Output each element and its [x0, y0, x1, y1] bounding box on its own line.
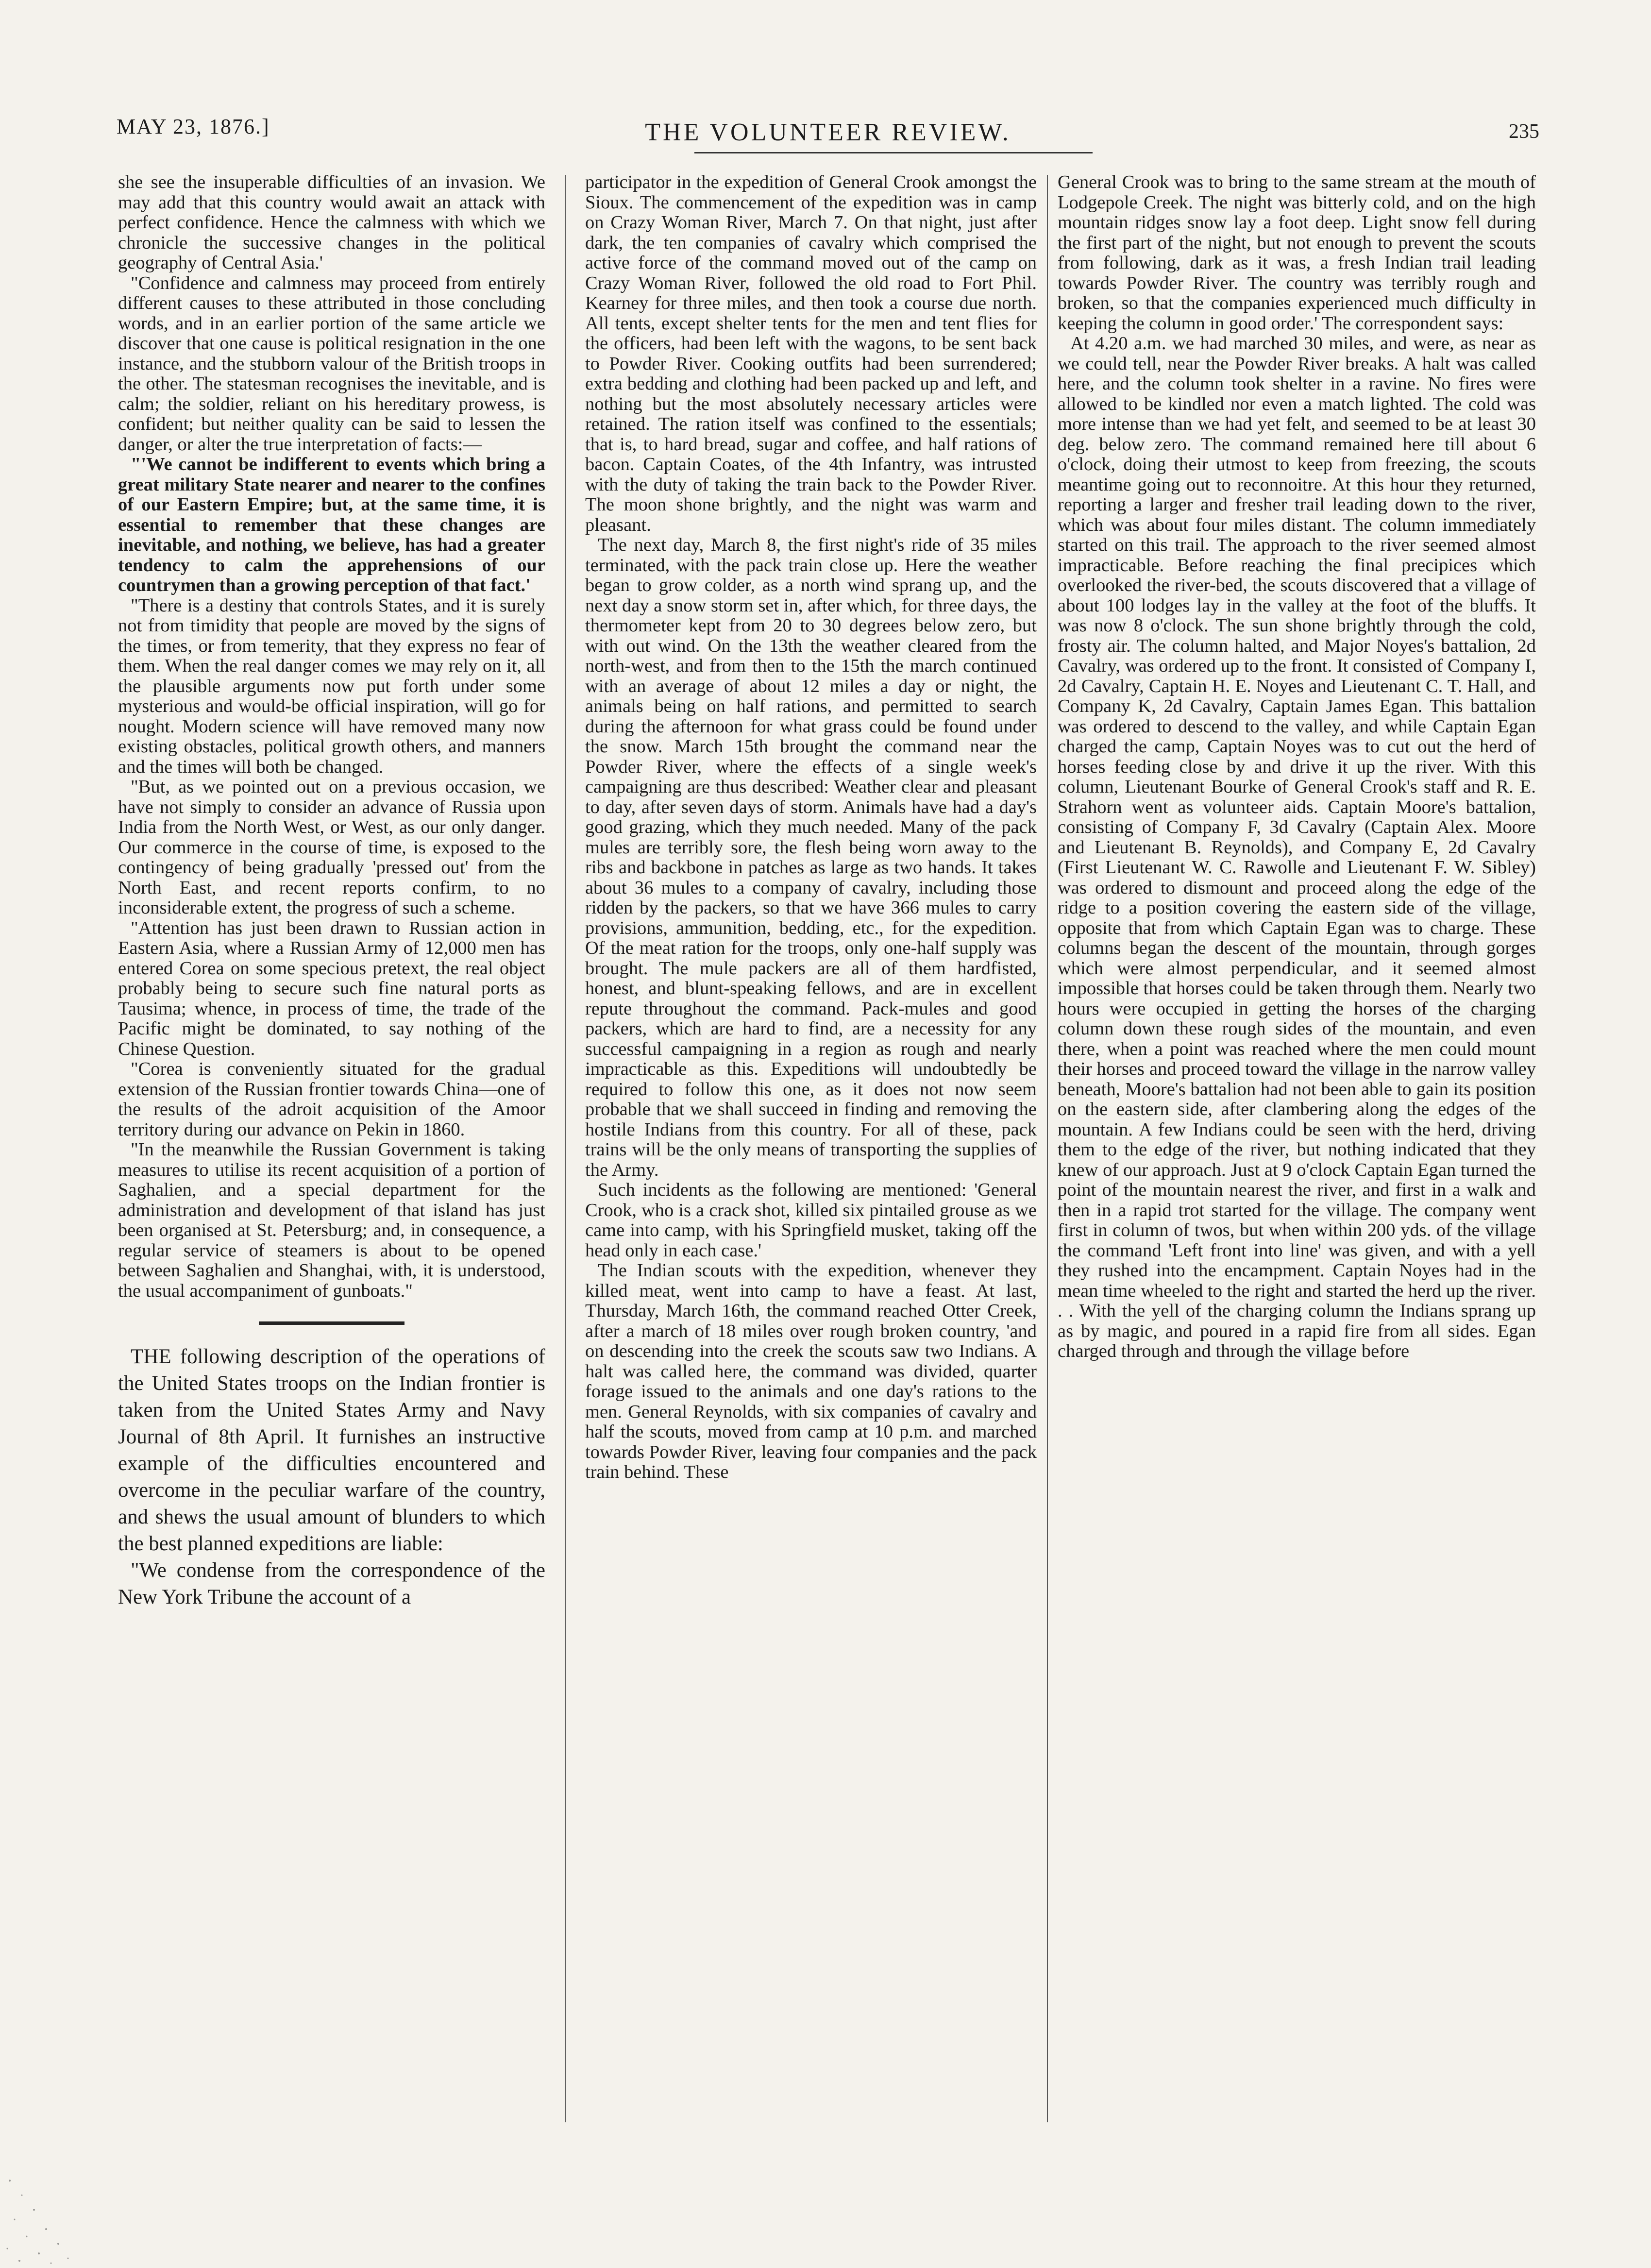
- page-number: 235: [1509, 120, 1539, 143]
- paragraph: "Corea is conveniently situated for the gradual extension of the Russian frontier towards China—one of the results of the adroit acquisition of the Amoor territory during our advance on Pekin in 1860.: [118, 1059, 545, 1140]
- paragraph: "There is a destiny that controls States, and it is surely not from timidity that people are moved by the signs of the times, or from temerity, that they express no fear of them. When the real danger comes we may rely on it, all the plausible arguments now put forth under some mysterious and would-be official inspiration, will go for nought. Modern science will have removed many now existing obstacles, political growth others, and manners and the times will both be changed.: [118, 595, 545, 777]
- article-divider: [259, 1321, 404, 1325]
- column-rule-right: [1047, 175, 1048, 2122]
- paragraph: The next day, March 8, the first night's ride of 35 miles terminated, with the pack train close up. Here the weather began to grow colder, as a north wind sprang up, and the next day a snow storm set in, after which, for three days, the thermometer kept from 20 to 30 degrees below zero, but with out wind. On the 13th the weather cleared from the north-west, and from then to the 15th the march continued with an average of about 12 miles a day or night, the animals being on half rations, and permitted to search during the afternoon for what grass could be found under the snow. March 15th brought the command near the Powder River, where the effects of a single week's campaigning are thus described: Weather clear and pleasant to day, after seven days of storm. Animals have had a day's good grazing, which they much needed. Many of the pack mules are terribly sore, the flesh being worn away to the ribs and backbone in patches as large as two hands. It takes about 36 mules to a company of cavalry, including those ridden by the packers, so that we have 366 mules to carry provisions, ammunition, bedding, etc., for the expedition. Of the meat ration for the troops, only one-half supply was brought. The mule packers are all of them hardfisted, honest, and blunt-speaking fellows, and are in excellent repute throughout the command. Pack-mules and good packers, which are hard to find, are a necessity for any successful campaigning in a region as rough and nearly impracticable as this. Expeditions will undoubtedly be required to follow this one, as it does not now seem probable that we shall succeed in finding and removing the hostile Indians from this country. For all of these, pack trains will be the only means of transporting the supplies of the Army.: [585, 535, 1037, 1180]
- paragraph: "Confidence and calmness may proceed from entirely different causes to these attributed in those concluding words, and in an earlier portion of the same article we discover that one cause is political resignation in the one instance, and the stubborn valour of the British troops in the other. The statesman recognises the inevitable, and is calm; the soldier, reliant on his hereditary prowess, is confident; but neither quality can be said to lessen the danger, or alter the true interpretation of facts:—: [118, 272, 545, 455]
- column-1: [118, 172, 545, 2125]
- paragraph: "'We cannot be indifferent to events which bring a great military State nearer and nearer to the confines of our Eastern Empire; but, at the same time, it is essential to remember that these changes are inevitable, and nothing, we believe, has had a greater tendency to calm the apprehensions of our countrymen than a growing perception of that fact.': [118, 454, 545, 595]
- issue-date: MAY 23, 1876.]: [117, 115, 270, 138]
- column-rule-left: [565, 175, 566, 2122]
- paragraph: General Crook was to bring to the same stream at the mouth of Lodgepole Creek. The night was bitterly cold, and on the high mountain ridges snow lay a foot deep. Light snow fell during the first part of the night, but not enough to prevent the scouts from following, dark as it was, a fresh Indian trail leading towards Powder River. The country was terribly rough and broken, so that the companies experienced much difficulty in keeping the column in good order.' The correspondent says:: [1058, 172, 1536, 334]
- paragraph: "But, as we pointed out on a previous occasion, we have not simply to consider an advance of Russia upon India from the North West, or West, as our only danger. Our commerce in the course of time, is exposed to the contingency of being gradually 'pressed out' from the North East, and recent reports confirm, to no inconsiderable extent, the progress of such a scheme.: [118, 777, 545, 918]
- paragraph: The Indian scouts with the expedition, whenever they killed meat, went into camp to have a feast. At last, Thursday, March 16th, the command reached Otter Creek, after a march of 18 miles over rough broken country, 'and on descending into the creek the scouts saw two Indians. A halt was called here, the command was divided, quarter forage issued to the animals and one day's rations to the men. General Reynolds, with six companies of cavalry and half the scouts, moved from camp at 10 p.m. and marched towards Powder River, leaving four companies and the pack train behind. These: [585, 1260, 1037, 1482]
- paragraph: Such incidents as the following are mentioned: 'General Crook, who is a crack shot, killed six pintailed grouse as we came into camp, with his Springfield musket, taking off the head only in each case.': [585, 1180, 1037, 1261]
- paragraph: "Attention has just been drawn to Russian action in Eastern Asia, where a Russian Army of 12,000 men has entered Corea on some specious pretext, the real object probably being to secure such fine natural ports as Tausima; whence, in process of time, the trade of the Pacific might be dominated, to say nothing of the Chinese Question.: [118, 917, 545, 1059]
- paragraph: "We condense from the correspondence of the New York Tribune the account of a: [118, 1559, 545, 1608]
- column-2: [585, 172, 1037, 2125]
- column-3: [1058, 172, 1536, 2125]
- page-header: [117, 114, 1539, 158]
- paragraph: At 4.20 a.m. we had marched 30 miles, and were, as near as we could tell, near the Powder River breaks. A halt was called here, and the column took shelter in a ravine. No fires were allowed to be kindled nor even a match lighted. The cold was more intense than we had yet felt, and seemed to be at least 30 deg. below zero. The command remained here till about 6 o'clock, doing their utmost to keep from freezing, the scouts meantime going out to reconnoitre. At this hour they returned, reporting a larger and fresher trail leading down to the river, which was about four miles distant. The column immediately started on this trail. The approach to the river seemed almost impracticable. Before reaching the final precipices which overlooked the river-bed, the scouts discovered that a village of about 100 lodges lay in the valley at the foot of the bluffs. It was now 8 o'clock. The sun shone brightly through the cold, frosty air. The column halted, and Major Noyes's battalion, 2d Cavalry, was ordered up to the front. It consisted of Company I, 2d Cavalry, Captain H. E. Noyes and Lieutenant C. T. Hall, and Company K, 2d Cavalry, Captain James Egan. This battalion was ordered to descend to the valley, and while Captain Egan charged the camp, Captain Noyes was to cut out the herd of horses feeding close by and drive it up the river. With this column, Lieutenant Bourke of General Crook's staff and R. E. Strahorn went as volunteer aids. Captain Moore's battalion, consisting of Company F, 3d Cavalry (Captain Alex. Moore and Lieutenant B. Reynolds), and Company E, 2d Cavalry (First Lieutenant W. C. Rawolle and Lieutenant F. W. Sibley) was ordered to dismount and proceed along the edge of the ridge to a position covering the eastern side of the village, opposite that from which Captain Egan was to charge. These columns began the descent of the mountain, through gorges which were almost perpendicular, and it seemed almost impossible that horses could be taken through them. Nearly two hours were occupied in getting the horses of the charging column down these rough sides of the mountain, and even there, when a point was reached where the men could mount their horses and proceed toward the village in the narrow valley beneath, Moore's battalion had not been able to gain its position on the eastern side, after clambering along the edges of the mountain. A few Indians could be seen with the herd, driving them to the edge of the river, but nothing indicated that they knew of our approach. Just at 9 o'clock Captain Egan turned the point of the mountain nearest the river, and first in a walk and then in a rapid trot started for the village. The company went first in column of twos, but when within 200 yds. of the village the command 'Left front into line' was given, and with a yell they rushed into the encampment. Captain Noyes had in the mean time wheeled to the right and started the herd up the river. . . With the yell of the charging column the Indians sprang up as by magic, and poured in a rapid fire from all sides. Egan charged through and through the village before: [1058, 333, 1536, 1361]
- publication-title: THE VOLUNTEER REVIEW.: [645, 118, 1011, 146]
- paragraph: she see the insuperable difficulties of an invasion. We may add that this country would await an attack with perfect confidence. Hence the calmness with which we chronicle the successive changes in the political geography of Central Asia.': [118, 172, 545, 273]
- paragraph: participator in the expedition of General Crook amongst the Sioux. The commencement of the expedition was in camp on Crazy Woman River, March 7. On that night, just after dark, the ten companies of cavalry which comprised the active force of the command moved out of the camp on Crazy Woman River, followed the old road to Fort Phil. Kearney for three miles, and then took a course due north. All tents, except shelter tents for the men and tent flies for the officers, had been left with the wagons, to be sent back to Powder River. Cooking outfits had been surrendered; extra bedding and clothing had been packed up and left, and nothing but the most absolutely necessary articles were retained. The ration itself was confined to the essentials; that is, to hard bread, sugar and coffee, and half rations of bacon. Captain Coates, of the 4th Infantry, was intrusted with the duty of taking the train back to the Powder River. The moon shone brightly, and the night was warm and pleasant.: [585, 172, 1037, 535]
- article-intro: THE following description of the operations of the United States troops on the Indian frontier is taken from the United States Army and Navy Journal of 8th April. It furnishes an instructive example of the difficulties encountered and overcome in the peculiar warfare of the country, and shews the usual amount of blunders to which the best planned expeditions are liable:: [118, 1345, 545, 1555]
- paper-speckle: [0, 2151, 87, 2268]
- header-rule: [694, 152, 1093, 153]
- paragraph: "In the meanwhile the Russian Government is taking measures to utilise its recent acquisition of a portion of Saghalien, and a special department for the administration and development of that island has just been organised at St. Petersburg; and, in consequence, a regular service of steamers is about to be opened between Saghalien and Shanghai, with, it is understood, the usual accompaniment of gunboats.": [118, 1139, 545, 1301]
